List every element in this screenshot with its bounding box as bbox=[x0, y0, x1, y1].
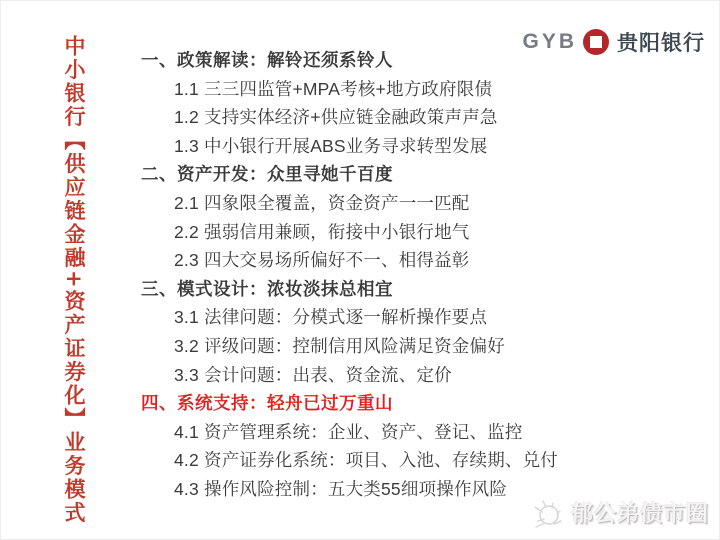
toc-item-2-3: 2.3 四大交易场所偏好不一、相得益彰 bbox=[174, 250, 470, 271]
toc-item-2-2: 2.2 强弱信用兼顾，衔接中小银行地气 bbox=[174, 221, 470, 242]
toc-item-4-3: 4.3 操作风险控制：五大类55细项操作风险 bbox=[174, 478, 508, 499]
toc-item-3-3: 3.3 会计问题：出表、资金流、定价 bbox=[174, 364, 452, 385]
toc-item-1-1: 1.1 三三四监管+MPA考核+地方政府限债 bbox=[174, 78, 493, 99]
table-of-contents bbox=[141, 46, 611, 504]
side-banner-title: 中小银行【供应链金融+资产证券化】业务模式 bbox=[62, 35, 87, 526]
toc-item-2-1: 2.1 四象限全覆盖，资金资产一一匹配 bbox=[174, 192, 470, 213]
watermark-text: 郁公弟债市圈 bbox=[570, 500, 709, 526]
bank-name: 贵阳银行 bbox=[617, 32, 705, 55]
toc-section-4-heading: 四、系统支持：轻舟已过万重山 bbox=[141, 393, 393, 414]
toc-section-1-heading: 一、政策解读：解铃还须系铃人 bbox=[141, 50, 393, 70]
toc-item-3-1: 3.1 法律问题：分模式逐一解析操作要点 bbox=[174, 307, 488, 328]
toc-section-2-heading: 二、资产开发：众里寻她千百度 bbox=[141, 164, 393, 185]
toc-item-4-1: 4.1 资产管理系统：企业、资产、登记、监控 bbox=[174, 421, 523, 442]
toc-section-3-heading: 三、模式设计：浓妆淡抹总相宜 bbox=[141, 278, 393, 299]
toc-item-1-2: 1.2 支持实体经济+供应链金融政策声声急 bbox=[174, 107, 498, 128]
watermark-logo-icon bbox=[529, 493, 565, 531]
bank-monogram: GYB bbox=[522, 30, 577, 53]
toc-item-4-2: 4.2 资产证券化系统：项目、入池、存续期、兑付 bbox=[174, 450, 558, 471]
toc-item-3-2: 3.2 评级问题：控制信用风险满足资金偏好 bbox=[174, 335, 505, 356]
toc-item-1-3: 1.3 中小银行开展ABS业务寻求转型发展 bbox=[174, 135, 488, 156]
watermark bbox=[529, 493, 709, 531]
